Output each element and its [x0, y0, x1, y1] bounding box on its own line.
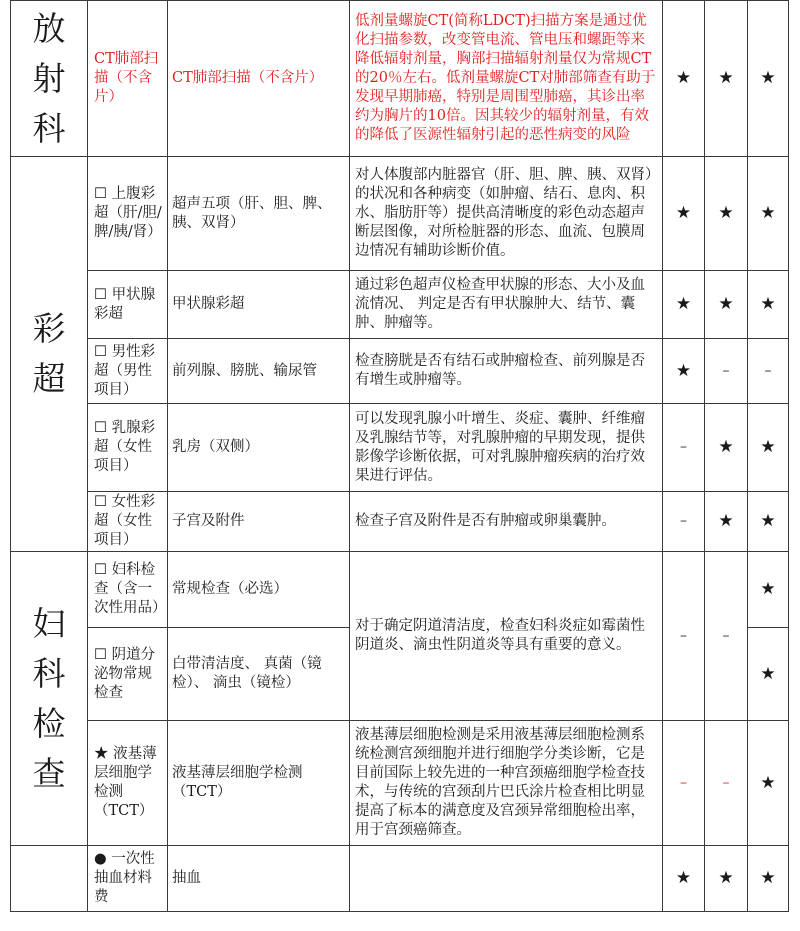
mark-us-breast-3: ★ — [748, 404, 789, 492]
mark-ct-1: ★ — [663, 1, 705, 157]
content-tct: 液基薄层细胞学检测（TCT） — [168, 721, 350, 846]
category-gynecology: 妇科检查 — [11, 552, 88, 846]
desc-us-female: 检查子宫及附件是否有肿瘤或卵巢囊肿。 — [350, 492, 663, 552]
mark-gyn-1: – — [663, 552, 705, 721]
desc-us-breast: 可以发现乳腺小叶增生、炎症、囊肿、纤维瘤及乳腺结节等，对乳腺肿瘤的早期发现，提供影像学诊断依据，可对乳腺肿瘤疾病的治疗效果进行评估。 — [350, 404, 663, 492]
desc-us-abdomen: 对人体腹部内脏器官（肝、胆、脾、胰、双肾）的状况和各种病变（如肿瘤、结石、息肉、积水、脂肪肝等）提供高清晰度的彩色动态超声断层图像，对所检脏器的形态、血流、包膜周边情况有辅助诊断价值。 — [350, 157, 663, 271]
table-row-us-thyroid — [11, 271, 789, 339]
desc-gyn-routine: 对于确定阴道清洁度，检查妇科炎症如霉菌性阴道炎、滴虫性阴道炎等具有重要的意义。 — [350, 552, 663, 721]
mark-blood-2: ★ — [705, 846, 748, 912]
desc-tct: 液基薄层细胞检测是采用液基薄层细胞检测系统检测宫颈细胞并进行细胞学分类诊断，它是目前国际上较先进的一种宫颈癌细胞学检查技术，与传统的宫颈刮片巴氏涂片检查相比明显提高了标本的满意度及宫颈异常细胞检出率，用于宫颈癌筛查。 — [350, 721, 663, 846]
content-us-abdomen: 超声五项（肝、胆、脾、胰、双肾） — [168, 157, 350, 271]
table-row-blood — [11, 846, 789, 912]
mark-us-male-3: – — [748, 339, 789, 404]
mark-gyn-routine-3: ★ — [748, 552, 789, 628]
table-row-us-female — [11, 492, 789, 552]
mark-us-female-1: – — [663, 492, 705, 552]
mark-blood-3: ★ — [748, 846, 789, 912]
mark-us-thyroid-1: ★ — [663, 271, 705, 339]
item-us-thyroid: ☐ 甲状腺彩超 — [88, 271, 168, 339]
table-row-gyn-routine — [11, 552, 789, 628]
mark-blood-1: ★ — [663, 846, 705, 912]
mark-us-abdomen-2: ★ — [705, 157, 748, 271]
category-radiology: 放射科 — [11, 1, 88, 157]
mark-gyn-2: – — [705, 552, 748, 721]
mark-us-male-1: ★ — [663, 339, 705, 404]
content-blood: 抽血 — [168, 846, 350, 912]
content-us-female: 子宫及附件 — [168, 492, 350, 552]
item-tct: ★ 液基薄层细胞学检测（TCT） — [88, 721, 168, 846]
table-row-us-abdomen — [11, 157, 789, 271]
table-row-ct — [11, 1, 789, 157]
table-row-tct — [11, 721, 789, 846]
table-row-us-male — [11, 339, 789, 404]
mark-ct-2: ★ — [705, 1, 748, 157]
category-blood-empty — [11, 846, 88, 912]
content-gyn-secretion: 白带清洁度、 真菌（镜检）、 滴虫（镜检） — [168, 628, 350, 721]
mark-us-female-2: ★ — [705, 492, 748, 552]
checkup-package-table — [10, 0, 789, 912]
mark-us-male-2: – — [705, 339, 748, 404]
mark-us-thyroid-3: ★ — [748, 271, 789, 339]
item-blood: ● 一次性抽血材料费 — [88, 846, 168, 912]
item-us-female: ☐ 女性彩超（女性项目） — [88, 492, 168, 552]
mark-us-abdomen-1: ★ — [663, 157, 705, 271]
item-us-abdomen: ☐ 上腹彩超（肝/胆/脾/胰/肾） — [88, 157, 168, 271]
desc-ct-lung: 低剂量螺旋CT(简称LDCT)扫描方案是通过优化扫描参数，改变管电流、管电压和螺距等来降低辐射剂量，胸部扫描辐射剂量仅为常规CT的20％左右。低剂量螺旋CT对肺部筛查有助于发现早期肺癌，特别是周围型肺癌，其诊出率约为胸片的10倍。因其较少的辐射剂量，有效的降低了医源性辐射引起的恶性病变的风险 — [350, 1, 663, 157]
mark-tct-2: – — [705, 721, 748, 846]
desc-us-male: 检查膀胱是否有结石或肿瘤检查、前列腺是否有增生或肿瘤等。 — [350, 339, 663, 404]
mark-us-female-3: ★ — [748, 492, 789, 552]
content-ct-lung: CT肺部扫描（不含片） — [168, 1, 350, 157]
desc-us-thyroid: 通过彩色超声仪检查甲状腺的形态、大小及血流情况、 判定是否有甲状腺肿大、结节、囊肿、肿瘤等。 — [350, 271, 663, 339]
mark-us-breast-1: – — [663, 404, 705, 492]
table-row-us-breast — [11, 404, 789, 492]
item-gyn-routine: ☐ 妇科检查（含一次性用品） — [88, 552, 168, 628]
item-us-male: ☐ 男性彩超（男性项目） — [88, 339, 168, 404]
item-ct-lung: CT肺部扫描（不含片） — [88, 1, 168, 157]
content-gyn-routine: 常规检查（必选） — [168, 552, 350, 628]
mark-us-thyroid-2: ★ — [705, 271, 748, 339]
content-us-male: 前列腺、膀胱、输尿管 — [168, 339, 350, 404]
category-ultrasound: 彩超 — [11, 157, 88, 552]
mark-gyn-secretion-3: ★ — [748, 628, 789, 721]
desc-blood — [350, 846, 663, 912]
item-gyn-secretion: ☐ 阴道分泌物常规检查 — [88, 628, 168, 721]
item-us-breast: ☐ 乳腺彩超（女性项目） — [88, 404, 168, 492]
content-us-thyroid: 甲状腺彩超 — [168, 271, 350, 339]
mark-us-abdomen-3: ★ — [748, 157, 789, 271]
mark-tct-3: ★ — [748, 721, 789, 846]
content-us-breast: 乳房（双侧） — [168, 404, 350, 492]
mark-us-breast-2: ★ — [705, 404, 748, 492]
mark-tct-1: – — [663, 721, 705, 846]
mark-ct-3: ★ — [748, 1, 789, 157]
